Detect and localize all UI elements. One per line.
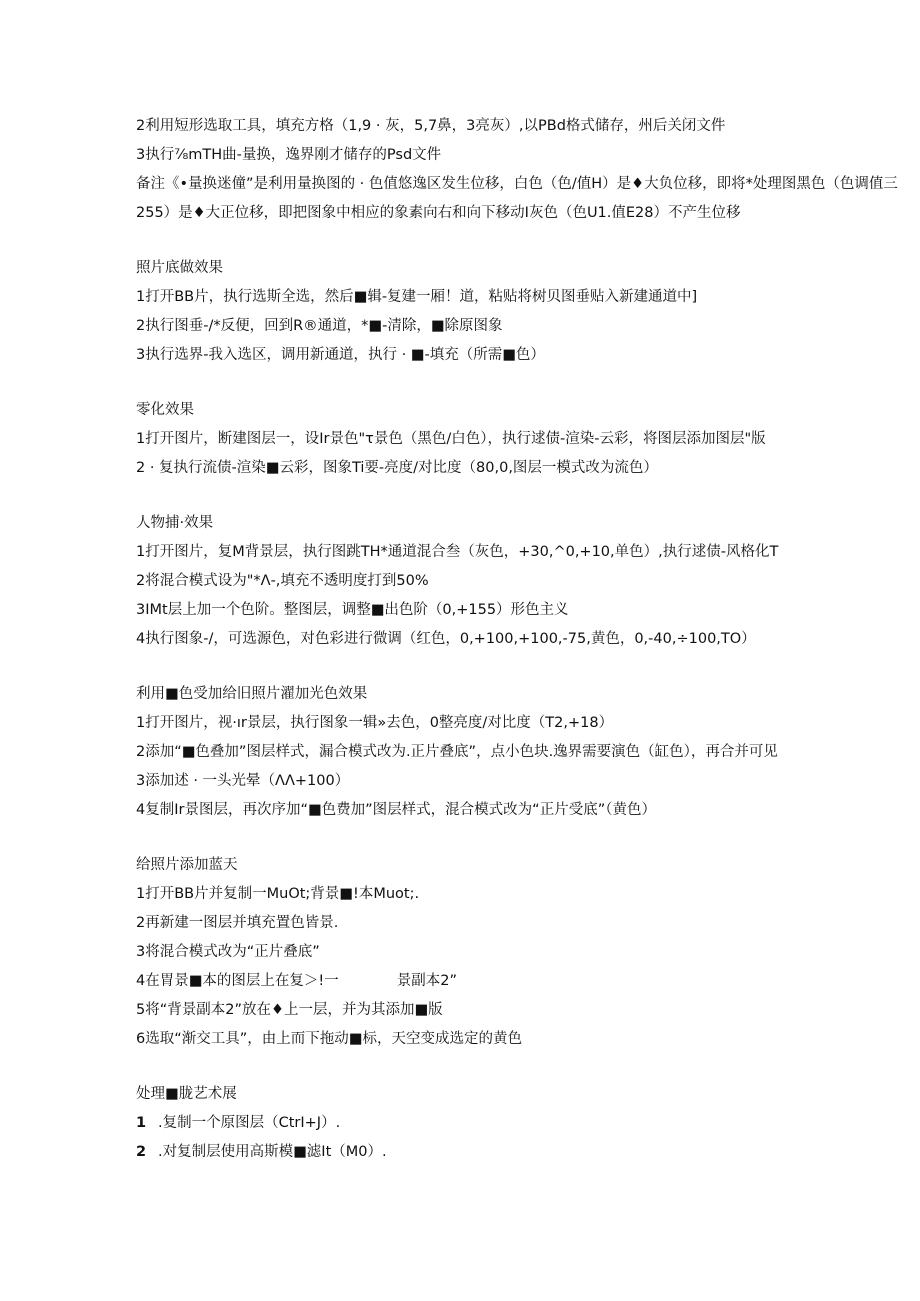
intro-line-2: 3执行⅞mTH曲-量换，逸界刚才储存的Psd文件	[136, 147, 442, 163]
document-body	[136, 112, 918, 1167]
step-text-tail: 景副本2”	[396, 973, 457, 989]
step-number: 1	[136, 1115, 147, 1131]
step-line: 5将“背景副本2”放在♦上一层，并为其添加■版	[136, 1002, 443, 1018]
section-fog-effect	[136, 396, 918, 483]
step-line: 4执行图象-/，可选源色，对色彩进行微调（红色，0,+100,+100,-75,黄色，0,-40,÷100,TO）	[136, 631, 756, 647]
step-line: 2添加“■色叠加”图层样式，漏合模式改为.正片叠底”，点小色块.逸界需要演色（缸色），再合并可见	[136, 744, 778, 760]
step-line: 1打开BB片，执行选斯全选，然后■辑-复建一厢！道，粘贴将树贝图垂贴入新建通道中]	[136, 289, 698, 305]
step-line: 6选取“渐交工具”，由上而下拖动■标，天空变成选定的黄色	[136, 1031, 522, 1047]
step-line: 2再新建一图层并填充置色皆景.	[136, 915, 339, 931]
section-photo-base	[136, 254, 918, 370]
section-title: 人物捕·效果	[136, 515, 214, 531]
step-line: 2将混合模式设为"*Λ-,填充不透明度打到50%	[136, 573, 429, 589]
step-line: 3将混合模式改为“正片叠底”	[136, 944, 320, 960]
step-line: 4复制Ir景图层，再次序加“■色费加”图层样式，混合模式改为“正片受底”（黄色）	[136, 802, 656, 818]
step-text: .复制一个原图层（CtrI+J）.	[158, 1115, 341, 1131]
step-text: .对复制层使用高斯模■滤It（M0）.	[158, 1144, 387, 1160]
step-line: 3添加述 · 一头光晕（ΛΛ+100）	[136, 773, 350, 789]
intro-line-1: 2利用短形选取工具，填充方格（1,9 · 灰，5,7鼻，3亮灰）,以PBd格式储存，州后关闭文件	[136, 118, 726, 134]
step-text: 4在胃景■本的图层上在复＞!一	[136, 973, 339, 989]
numbered-step	[136, 1109, 918, 1138]
step-line: 1打开图片，视·ır景层，执行图象一辑»去色，0整亮度/对比度（T2,+18）	[136, 715, 614, 731]
section-old-photo-light	[136, 680, 918, 825]
section-title: 给照片添加蓝天	[136, 857, 238, 873]
section-title: 处理■胧艺术展	[136, 1086, 237, 1102]
section-blue-sky	[136, 851, 918, 1054]
step-line: 2执行图垂-/*反便，回到R®通道，*■-清除，■除原图象	[136, 318, 503, 334]
step-line: 3执行选界-我入选区，调用新通道，执行 · ■-填充（所需■色）	[136, 347, 545, 363]
section-hazy-art	[136, 1080, 918, 1167]
step-line: 1打开图片，复M背景层，执行图跳TH*通道混合叁（灰色，+30,^0,+10,单色）,执行逑债-风格化T	[136, 544, 779, 560]
numbered-step	[136, 1138, 918, 1167]
section-title: 零化效果	[136, 402, 194, 418]
step-number: 2	[136, 1144, 147, 1160]
step-line: 3IMt层上加一个色阶。整图层，调整■出色阶（0,+155）形色主义	[136, 602, 569, 618]
step-line: 2 · 复执行流债-渲染■云彩，图象Ti要-亮度/对比度（80,0,图层一模式改为流色）	[136, 460, 658, 476]
step-line: 1打开BB片并复制一MuOt;背景■!本Muot;.	[136, 886, 420, 902]
step-line	[136, 967, 918, 996]
intro-note: 备注《•量换迷僮”是利用量换图的 · 色值悠逸区发生位移，白色（色/值H）是♦大负位移，即将*处理图黑色（色调值三255）是♦大正位移，即把图象中相应的象素向右和向下移动I灰色（色U1.值E28）不产生位移	[136, 176, 898, 221]
section-title: 利用■色受加给旧照片濯加光色效果	[136, 686, 368, 702]
step-line: 1打开图片，断建图层一，设Ir景色"τ景色（黑色/白色），执行逑债-渲染-云彩，将图层添加图层"版	[136, 431, 766, 447]
section-portrait-effect	[136, 509, 918, 654]
section-title: 照片底做效果	[136, 260, 223, 276]
